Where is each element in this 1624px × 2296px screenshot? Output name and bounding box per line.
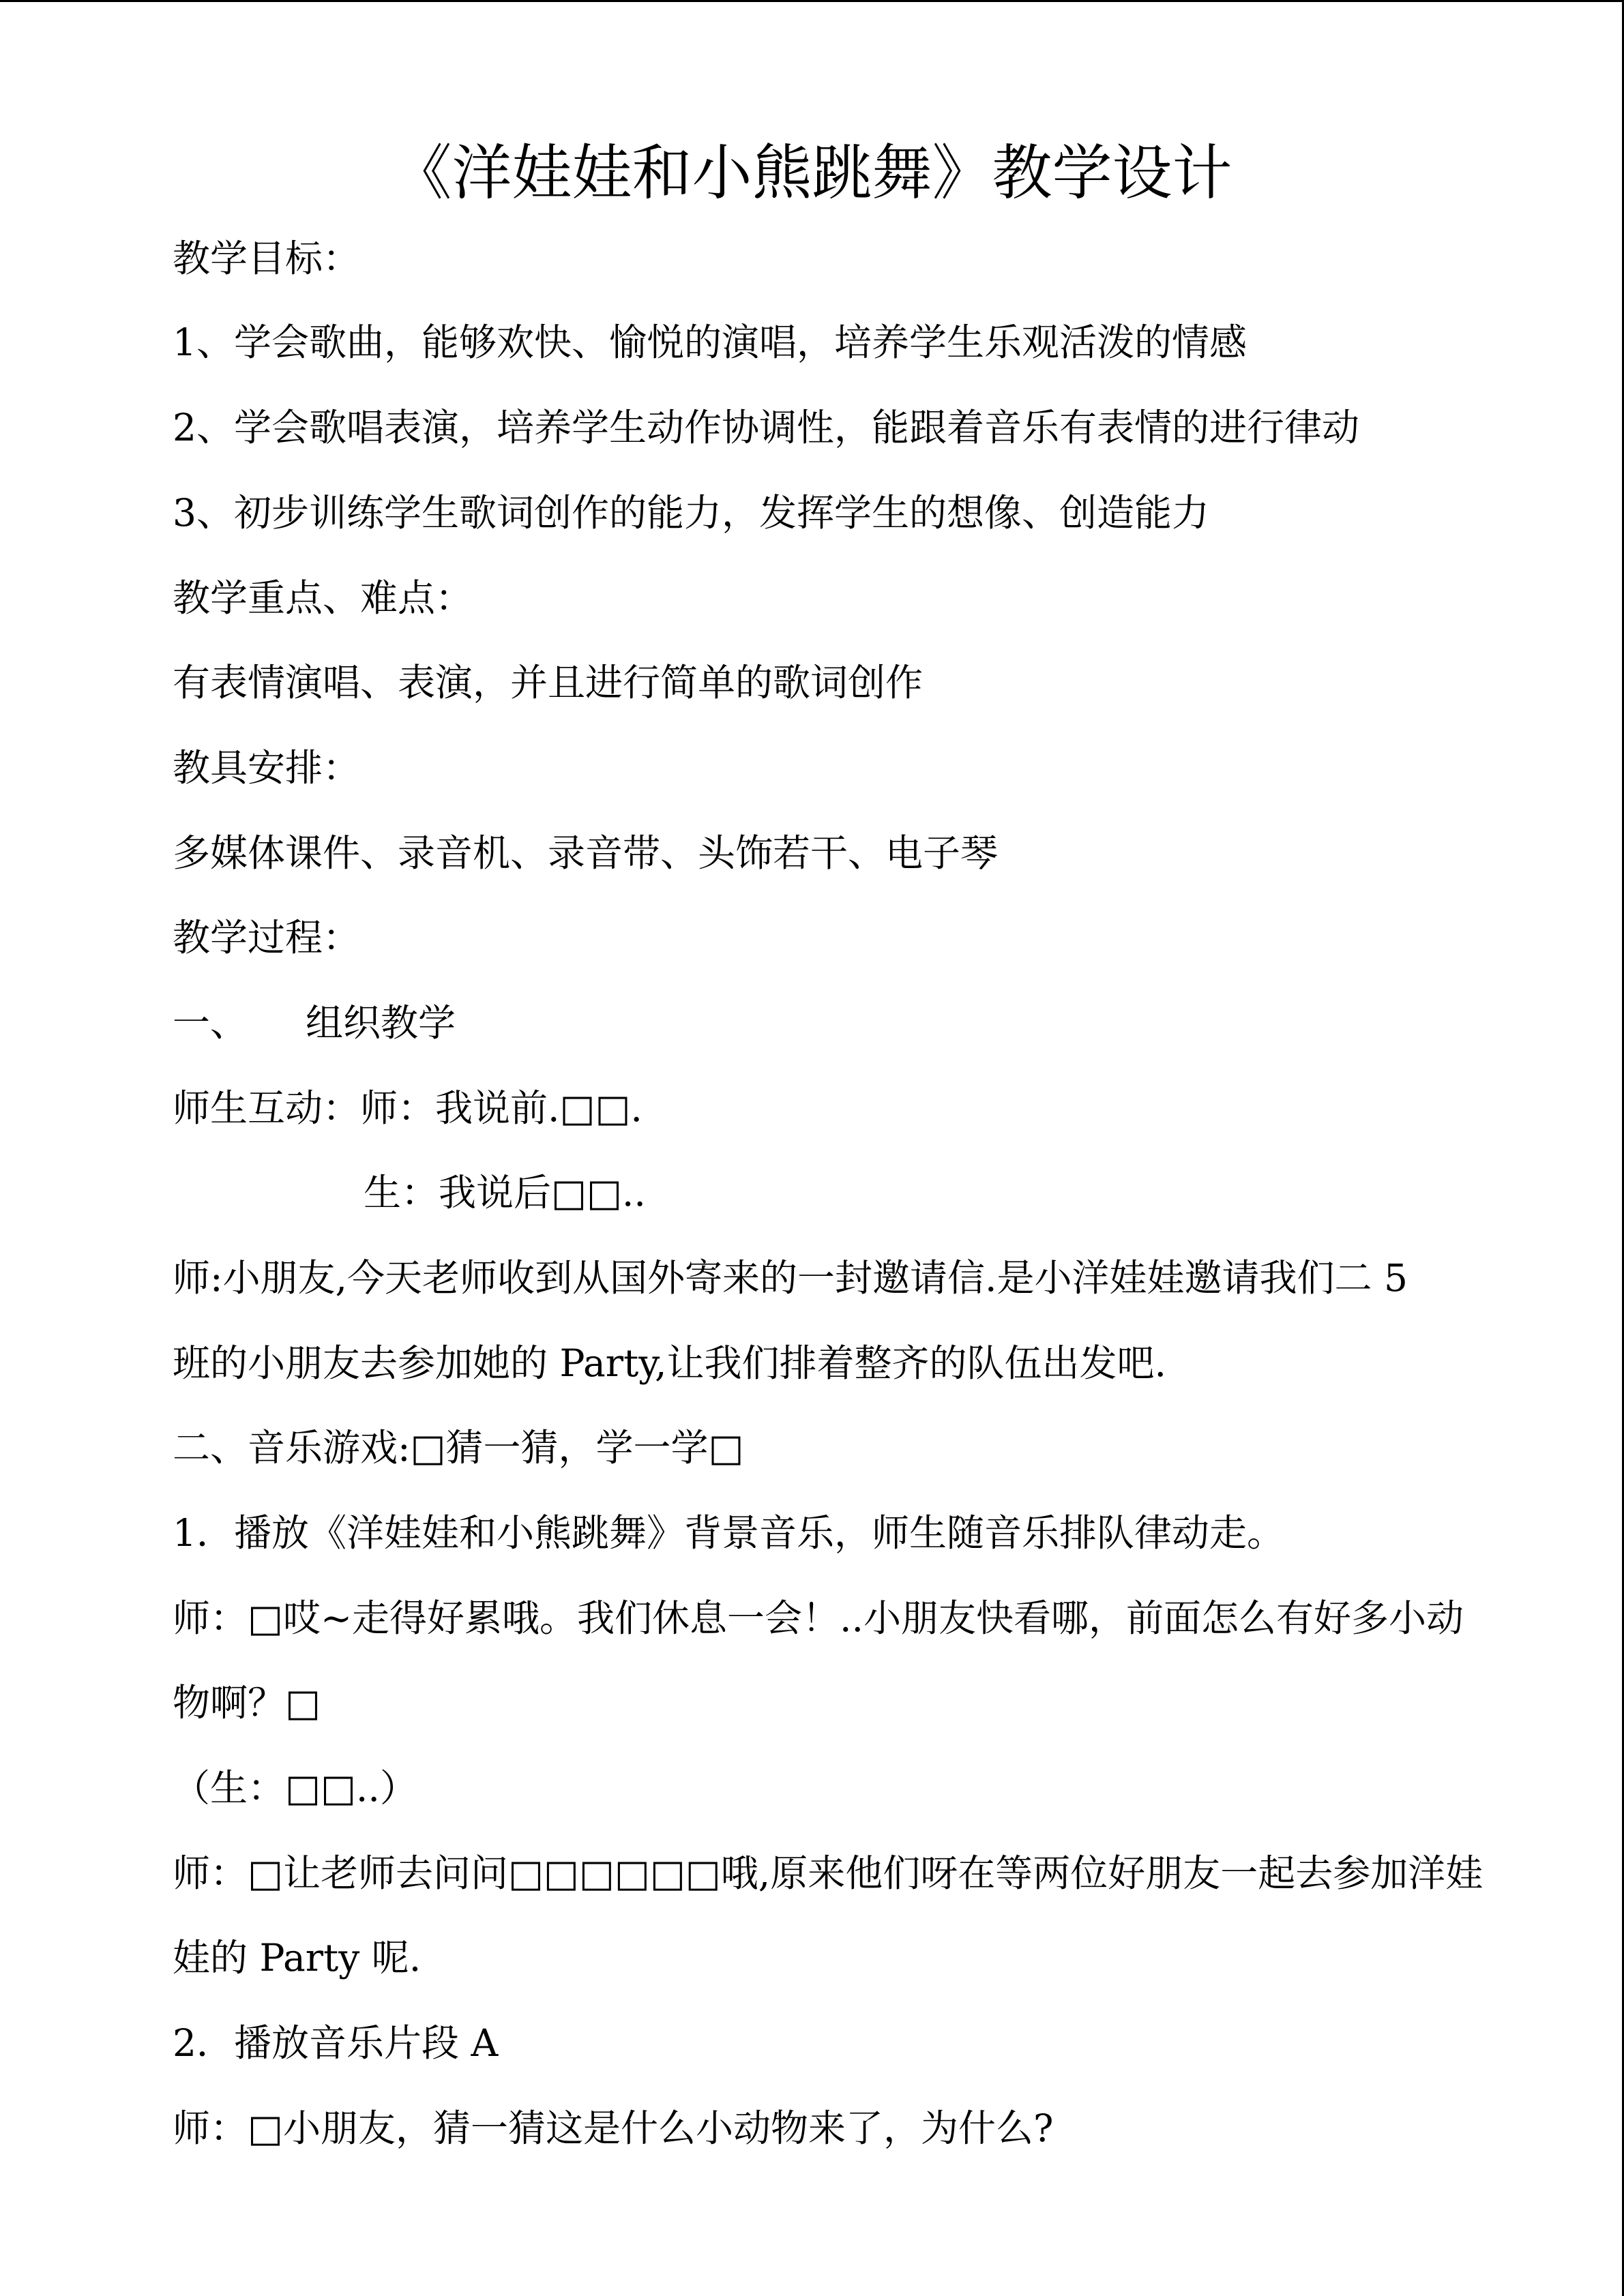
heading-teaching-aids: 教具安排： (173, 746, 361, 790)
teacher-speech-line-2: 班的小朋友去参加她的 Party,让我们排着整齐的队伍出发吧. (173, 1341, 1166, 1385)
teacher-speech-line-6: 娃的 Party 呢. (173, 1936, 422, 1980)
section-two-heading: 二、音乐游戏:□猜一猜，学一学□ (173, 1426, 744, 1470)
teacher-speech-line-4: 物啊？□ (173, 1681, 321, 1725)
goal-item-1: 1、学会歌曲，能够欢快、愉悦的演唱，培养学生乐观活泼的情感 (173, 320, 1247, 364)
activity-step-1: 1．播放《洋娃娃和小熊跳舞》背景音乐，师生随音乐排队律动走。 (173, 1511, 1284, 1555)
teaching-aids-text: 多媒体课件、录音机、录音带、头饰若干、电子琴 (173, 831, 999, 875)
section-one-number: 一、 (173, 1001, 248, 1045)
heading-teaching-process: 教学过程： (173, 916, 361, 959)
teacher-speech-line-5: 师：□让老师去问问□□□□□□哦,原来他们呀在等两位好朋友一起去参加洋娃 (173, 1851, 1483, 1895)
teacher-speech-line-3: 师：□哎~走得好累哦。我们休息一会！..小朋友快看哪，前面怎么有好多小动 (173, 1596, 1464, 1640)
teacher-speech-line-1: 师:小朋友,今天老师收到从国外寄来的一封邀请信.是小洋娃娃邀请我们二 5 (173, 1256, 1408, 1300)
heading-teaching-goals: 教学目标： (173, 237, 361, 280)
goal-item-3: 3、初步训练学生歌词创作的能力，发挥学生的想像、创造能力 (173, 491, 1209, 535)
activity-step-2: 2．播放音乐片段 A (173, 2021, 499, 2065)
section-one-heading (173, 996, 456, 1050)
key-points-text: 有表情演唱、表演，并且进行简单的歌词创作 (173, 661, 924, 704)
interaction-student-line: 生：我说后□□.. (364, 1171, 646, 1214)
heading-key-points: 教学重点、难点： (173, 576, 473, 620)
student-response-line: （生：□□..） (173, 1766, 417, 1810)
teacher-speech-line-7: 师：□小朋友，猜一猜这是什么小动物来了，为什么? (173, 2106, 1054, 2150)
goal-item-2: 2、学会歌唱表演，培养学生动作协调性，能跟着音乐有表情的进行律动 (173, 406, 1359, 449)
section-one-title: 组织教学 (306, 1001, 456, 1045)
document-title: 《洋娃娃和小熊跳舞》教学设计 (392, 138, 1232, 208)
interaction-teacher-line: 师生互动：师：我说前.□□. (173, 1086, 643, 1130)
